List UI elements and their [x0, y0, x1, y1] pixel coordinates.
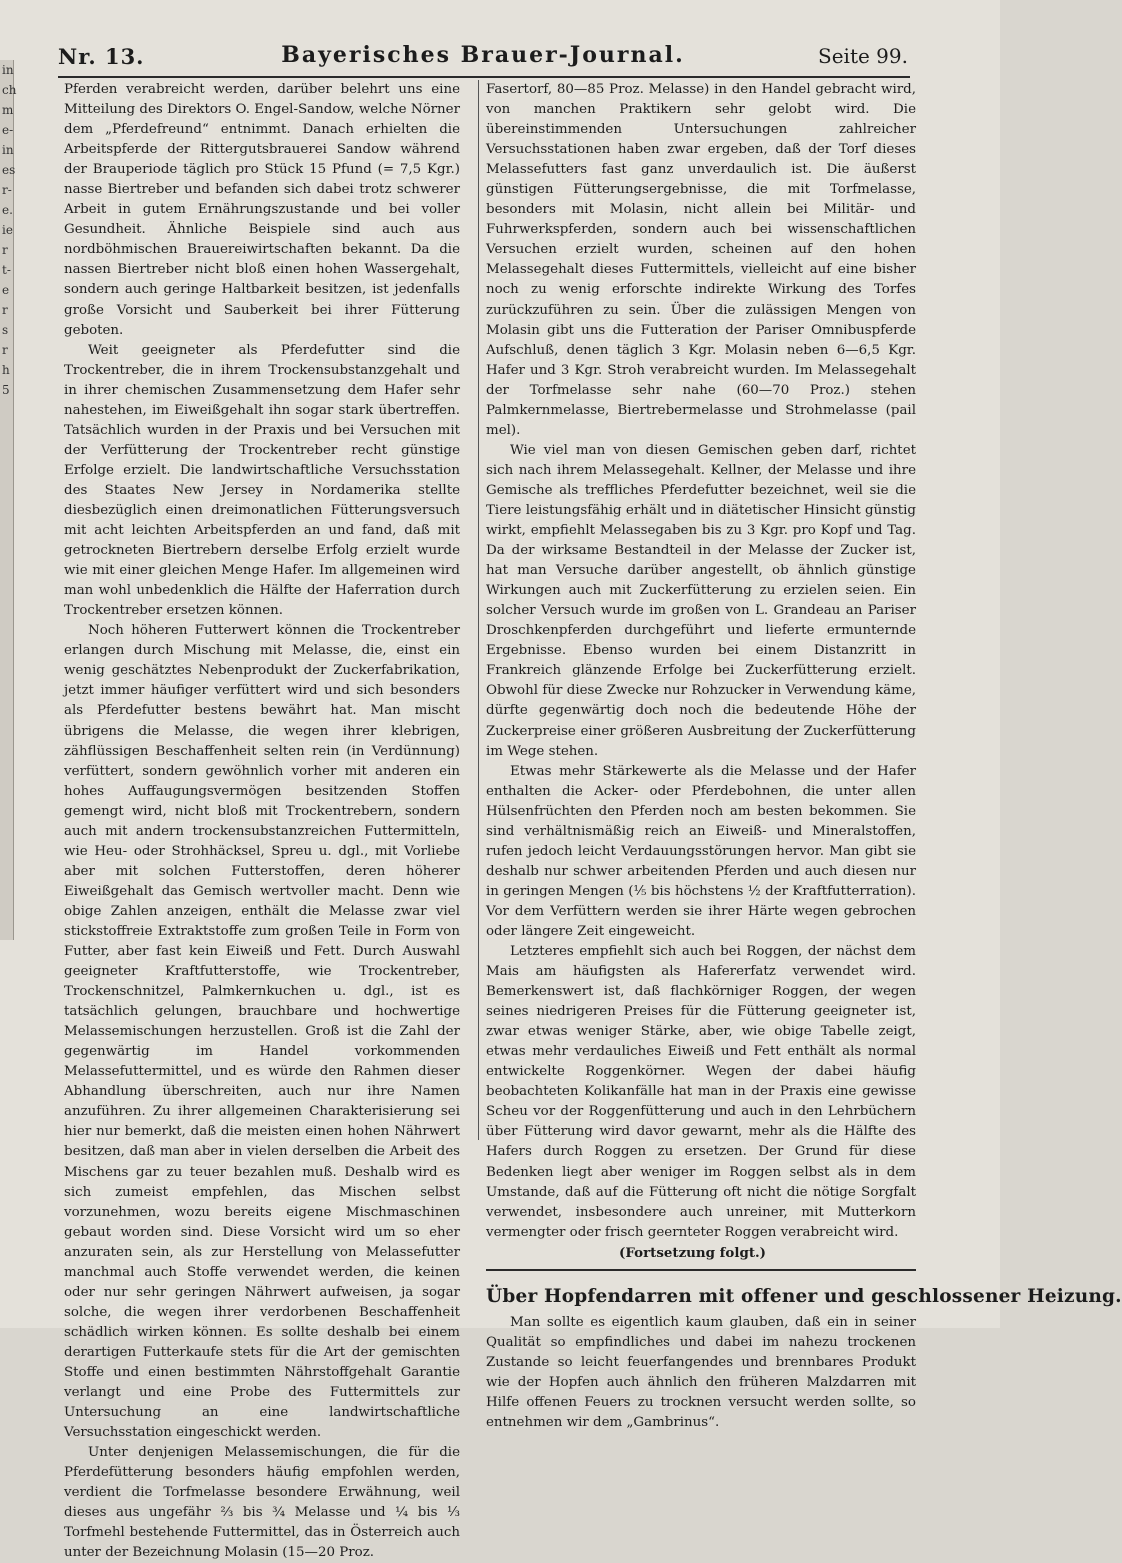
article-title: Über Hopfendarren mit offener und geschlossener Heizung. [486, 1285, 1122, 1307]
article-separator [486, 1269, 916, 1271]
continuation-note: (Fortsetzung folgt.) [619, 1244, 766, 1261]
issue-number: Nr. 13. [58, 44, 145, 69]
paragraph: Etwas mehr Stärkewerte als die Melasse und der Hafer enthalten die Acker- oder Pferdebohnen, die unter allen Hülsenfrüchten den Pferden noch am besten bekommen. Sie sind verhältnismäßig reich an Eiweiß- und Mineralstoffen, rufen jedoch leicht Verdauungsstörungen hervor. Man gibt sie deshalb nur schwer arbeitenden Pferden und auch diesen nur in geringen Mengen (⅕ bis höchstens ½ der Kraftfutterration). Vor dem Verfüttern werden sie ihrer Härte wegen gebrochen oder längere Zeit eingeweicht. [486, 763, 916, 939]
article-intro: Man sollte es eigentlich kaum glauben, daß ein in seiner Qualität so empfindliches und dabei im nahezu trockenen Zustande so leicht feuerfangendes und brennbares Produkt wie der Hopfen auch ähnlich den früheren Malzdarren mit Hilfe offenen Feuers zu trocknen versucht werden sollte, so entnehmen wir dem „Gambrinus“. [486, 1314, 916, 1430]
paragraph: Unter denjenigen Melassemischungen, die für die Pferdefütterung besonders häufig empfohlen werden, verdient die Torfmelasse besondere Erwähnung, weil dieses aus ungefähr ⅔ bis ¾ Melasse und ¼ bis ⅓ Torfmehl bestehende Futtermittel, das in Österreich auch unter der Bezeichnung Molasin (15—20 Proz. [64, 1445, 460, 1561]
column-divider [478, 80, 479, 1140]
paragraph: Weit geeigneter als Pferdefutter sind die Trockentreber, die in ihrem Trockensubstanzgehalt und in ihrer chemischen Zusammensetzung dem Hafer sehr nahestehen, im Eiweißgehalt ihn sogar stark übertreffen. Tatsächlich wurden in der Praxis und bei Versuchen mit der Verfütterung der Trockentreber recht günstige Erfolge erzielt. Die landwirtschaftliche Versuchsstation des Staates New Jersey in Nordamerika stellte diesbezüglich einen dreimonatlichen Fütterungsversuch mit acht leichten Arbeitspferden an und fand, daß mit getrockneten Biertrebern derselbe Erfolg erzielt wurde wie mit einer gleichen Menge Hafer. Im allgemeinen wird man wohl unbedenklich die Hälfte der Haferration durch Trockentreber ersetzen können. [64, 342, 460, 619]
paragraph: Fasertorf, 80—85 Proz. Melasse) in den Handel gebracht wird, von manchen Praktikern sehr gelobt wird. Die übereinstimmenden Untersuchungen zahlreicher Versuchsstationen haben zwar ergeben, daß der Torf dieses Melassefutters fast ganz unverdaulich ist. Die äußerst günstigen Fütterungsergebnisse, die mit Torfmelasse, besonders mit Molasin, nicht allein bei Militär- und Fuhrwerkspferden, sondern auch bei wissenschaftlichen Versuchen erzielt wurden, scheinen auf den hohen Melassegehalt dieses Futtermittels, vielleicht auf eine bisher noch zu wenig erforschte indirekte Wirkung des Torfes zurückzuführen zu sein. Über die zulässigen Mengen von Molasin gibt uns die Futteration der Pariser Omnibuspferde Aufschluß, denen täglich 3 Kgr. Molasin neben 6—6,5 Kgr. Hafer und 3 Kgr. Stroh verabreicht wurden. Im Melassegehalt der Torfmelasse sehr nahe (60—70 Proz.) stehen Palmkernmelasse, Biertrebermelasse und Strohmelasse (pail mel). [486, 82, 916, 438]
paragraph: Wie viel man von diesen Gemischen geben darf, richtet sich nach ihrem Melassegehalt. Kellner, der Melasse und ihre Gemische als treffliches Pferdefutter bezeichnet, weil sie die Tiere leistungsfähig erhält und in diätetischer Hinsicht günstig wirkt, empfiehlt Melassegaben bis zu 3 Kgr. pro Kopf und Tag. Da der wirksame Bestandteil in der Melasse der Zucker ist, hat man Versuche darüber angestellt, ob ähnlich günstige Wirkungen auch mit Zuckerfütterung zu erzielen seien. Ein solcher Versuch wurde im großen von L. Grandeau an Pariser Droschkenpferden durchgeführt und lieferte ermunternde Ergebnisse. Ebenso wurden bei einem Distanzritt in Frankreich glänzende Erfolge bei Zuckerfütterung erzielt. Obwohl für diese Zwecke nur Rohzucker in Verwendung käme, dürfte gegenwärtig doch noch die bedeutende Höhe der Zuckerpreise einer größeren Ausbreitung der Zuckerfütterung im Wege stehen. [486, 442, 916, 759]
paragraph: Pferden verabreicht werden, darüber belehrt uns eine Mitteilung des Direktors O. Engel-Sandow, welche Nörner dem „Pferdefreund“ entnimmt. Danach erhielten die Arbeitspferde der Rittergutsbrauerei Sandow während der Brauperiode täglich pro Stück 15 Pfund (= 7,5 Kgr.) nasse Biertreber und befanden sich dabei trotz schwerer Arbeit in gutem Ernährungszustande und bei voller Gesundheit. Ähnliche Beispiele sind auch aus nordböhmischen Brauereiwirtschaften bekannt. Da die nassen Biertreber nicht bloß einen hohen Wassergehalt, sondern auch geringe Haltbarkeit besitzen, ist jedenfalls große Vorsicht und Sauberkeit bei ihrer Fütterung geboten. [64, 82, 460, 338]
right-column [486, 80, 1122, 1433]
page-number: Seite 99. [818, 44, 908, 68]
header-rule [58, 76, 910, 78]
adjacent-page-margin: in ch m e- in es r- e. ie r t- e r s r h 5 [0, 60, 14, 940]
page-header [58, 42, 908, 72]
journal-title: Bayerisches Brauer-Journal. [281, 42, 685, 68]
left-column [64, 80, 460, 1563]
paragraph: Noch höheren Futterwert können die Trockentreber erlangen durch Mischung mit Melasse, die, einst ein wenig geschätztes Nebenprodukt der Zuckerfabrikation, jetzt immer häufiger verfüttert wird und sich besonders als Pferdefutter bestens bewährt hat. Man mischt übrigens die Melasse, die wegen ihrer klebrigen, zähflüssigen Beschaffenheit selten rein (in Verdünnung) verfüttert, sondern gewöhnlich vorher mit anderen ein hohes Auffaugungsvermögen besitzenden Stoffen gemengt wird, nicht bloß mit Trockentrebern, sondern auch mit andern trockensubstanzreichen Futtermitteln, wie Heu- oder Strohhäcksel, Spreu u. dgl., mit Vorliebe aber mit solchen Futterstoffen, deren höherer Eiweißgehalt das Gemisch wertvoller macht. Denn wie obige Zahlen anzeigen, enthält die Melasse zwar viel stickstoffreie Extraktstoffe zum großen Teile in Form von Futter, aber fast kein Eiweiß und Fett. Durch Auswahl geeigneter Kraftfutterstoffe, wie Trockentreber, Trockenschnitzel, Palmkernkuchen u. dgl., ist es tatsächlich gelungen, brauchbare und hochwertige Melassemischungen herzustellen. Groß ist die Zahl der gegenwärtig im Handel vorkommenden Melassefuttermittel, und es würde den Rahmen dieser Abhandlung überschreiten, auch nur ihre Namen anzuführen. Zu ihrer allgemeinen Charakterisierung sei hier nur bemerkt, daß die meisten einen hohen Nährwert besitzen, daß man aber in vielen derselben die Arbeit des Mischens gar zu teuer bezahlen muß. Deshalb wird es sich zumeist empfehlen, das Mischen selbst vorzunehmen, wozu bereits eigene Mischmaschinen gebaut worden sind. Diese Vorsicht wird um so eher anzuraten sein, als zur Herstellung von Melassefutter manchmal auch Stoffe verwendet werden, die keinen oder nur sehr geringen Nährwert aufweisen, ja sogar solche, die wegen ihrer verdorbenen Beschaffenheit schädlich wirken können. Es sollte deshalb bei einem derartigen Futterkaufe stets für die Art der gemischten Stoffe und einen bestimmten Nährstoffgehalt Garantie verlangt und eine Probe des Futtermittels zur Untersuchung an eine landwirtschaftliche Versuchsstation eingeschickt werden. [64, 623, 460, 1441]
paragraph: Letzteres empfiehlt sich auch bei Roggen, der nächst dem Mais am häufigsten als Hafererfatz verwendet wird. Bemerkenswert ist, daß flachkörniger Roggen, der wegen seines niedrigeren Preises für die Fütterung geeigneter ist, zwar etwas weniger Stärke, aber, wie obige Tabelle zeigt, etwas mehr verdauliches Eiweiß und Fett enthält als normal entwickelte Roggenkörner. Wegen der dabei häufig beobachteten Kolikanfälle hat man in der Praxis eine gewisse Scheu vor der Roggenfütterung und auch in den Lehrbüchern über Fütterung wird davor gewarnt, mehr als die Hälfte des Hafers durch Roggen zu ersetzen. Der Grund für diese Bedenken liegt aber weniger im Roggen selbst als in dem Umstande, daß auf die Fütterung oft nicht die nötige Sorgfalt verwendet, insbesondere auch unreiner, mit Mutterkorn vermengter oder frisch geernteter Roggen verabreicht wird. [486, 944, 916, 1240]
